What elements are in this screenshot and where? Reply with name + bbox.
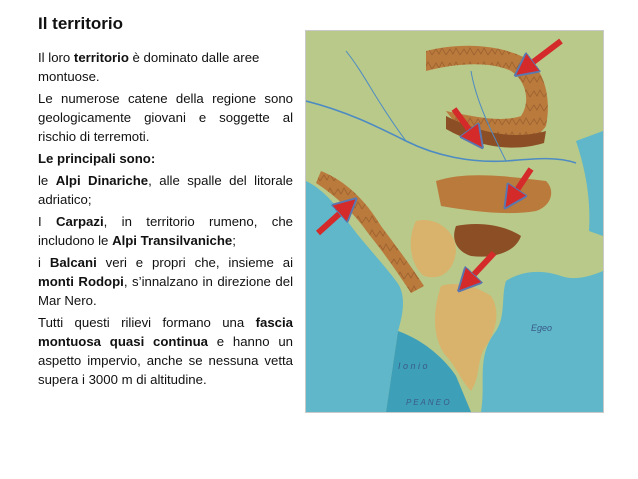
bold-text: territorio <box>73 50 129 65</box>
bold-text: monti Rodopi <box>38 274 124 289</box>
bold-text: Le principali sono: <box>38 151 156 166</box>
text-run: Il loro <box>38 50 74 65</box>
body-text <box>38 48 293 392</box>
text-run: veri e propri che, insieme ai <box>96 255 294 270</box>
slide-title: Il territorio <box>38 14 124 33</box>
bold-text: Alpi Transilvaniche <box>112 233 233 248</box>
bold-text: Carpazi <box>56 214 104 229</box>
text-run: Tutti questi rilievi formano una <box>38 315 256 330</box>
text-run: I <box>38 214 57 229</box>
text-run: , s’innalzano in direzione del Mar Nero. <box>38 274 293 308</box>
paragraph <box>38 89 293 146</box>
text-run: ; <box>232 233 236 248</box>
text-run: , alle spalle del litorale adriatico; <box>38 173 293 207</box>
text-run: e hanno un aspetto impervio, anche se nessuna vetta supera i 3000 m di altitudine. <box>38 334 293 387</box>
paragraph <box>38 48 293 86</box>
sea-label-ionio: I o n i o <box>398 361 428 371</box>
text-run: le <box>38 173 56 188</box>
paragraph <box>38 149 293 168</box>
bold-text: fascia montuosa quasi continua <box>38 315 293 349</box>
paragraph <box>38 171 293 209</box>
text-run: , in territorio rumeno, che includono le <box>38 214 293 248</box>
sea-label-bottom: P E A N E O <box>406 398 450 407</box>
text-run: è dominato dalle aree montuose. <box>38 50 260 84</box>
bold-text: Alpi Dinariche <box>55 173 149 188</box>
balkan-relief-map <box>305 30 604 413</box>
paragraph <box>38 313 293 389</box>
text-run: i <box>38 255 50 270</box>
paragraph <box>38 253 293 310</box>
sea-label-egeo: Egeo <box>531 323 553 333</box>
paragraph <box>38 212 293 250</box>
bold-text: Balcani <box>49 255 97 270</box>
text-run: Le numerose catene della regione sono geologicamente giovani e soggette al rischio di terremoti. <box>38 91 293 144</box>
balkan-mountains <box>436 175 551 213</box>
